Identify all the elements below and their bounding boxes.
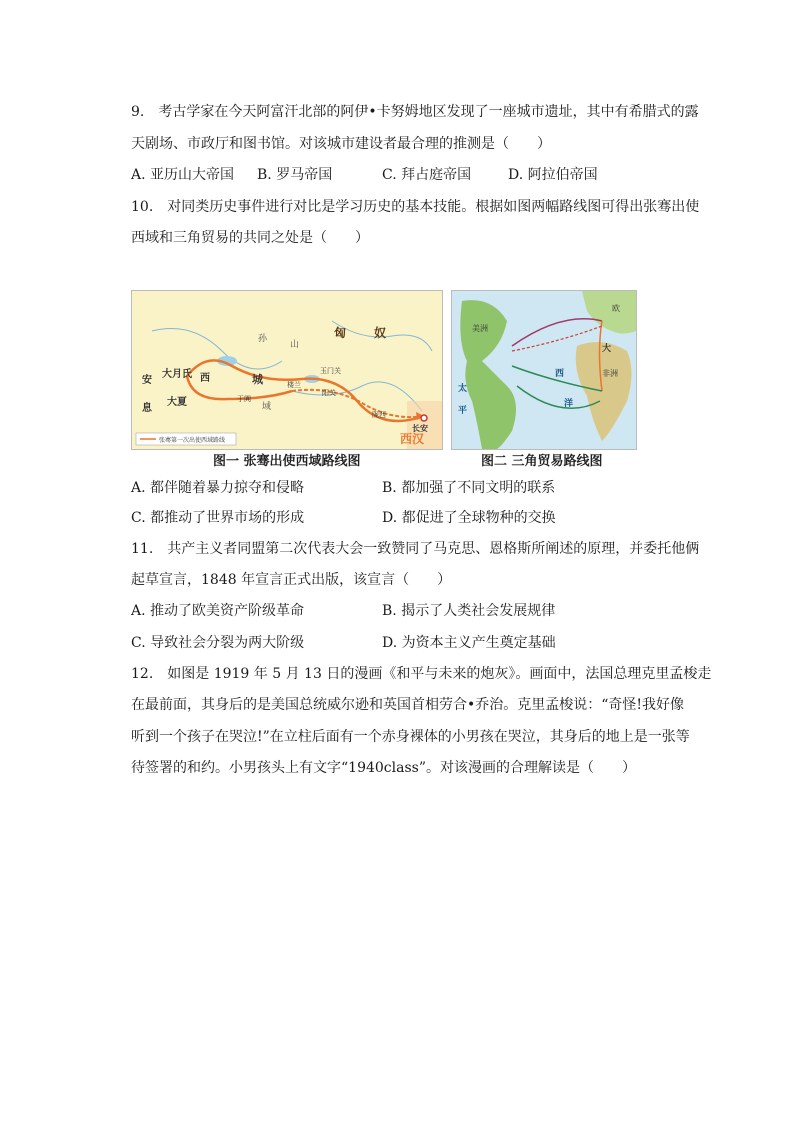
map2-label-europe: 欧 <box>612 304 620 313</box>
zhangqian-route-map <box>131 290 443 450</box>
map2-label-pacific2: 平 <box>458 406 468 416</box>
triangle-trade-map <box>451 290 637 450</box>
map2-label-ocean2: 西 <box>555 369 565 379</box>
q11-option-d: D. 为资本主义产生奠定基础 <box>382 635 556 651</box>
map2-label-africa: 非洲 <box>602 369 618 378</box>
q9-option-a: A. 亚历山大帝国 <box>131 167 235 183</box>
label-yu: 域 <box>262 402 272 412</box>
label-yangguan: 阳关 <box>322 389 336 397</box>
q10-figures <box>131 290 637 470</box>
q12-stem-line4: 待签署的和约。小男孩头上有文字“1940class”。对该漫画的合理解读是（ ） <box>131 760 636 776</box>
q12-stem-line2: 在最前面，其身后的是美国总统威尔逊和英国首相劳合•乔治。克里孟梭说：“奇怪!我好像 <box>131 697 685 713</box>
q11-stem-line1: 11. 共产主义者同盟第二次代表大会一致赞同了马克思、恩格斯所阐述的原理，并委托他俩 <box>131 541 700 557</box>
label-western: 西 <box>200 373 210 384</box>
label-shan: 山 <box>290 340 300 350</box>
map2-label-ocean3: 洋 <box>564 399 574 409</box>
q9-stem-line1: 9. 考古学家在今天阿富汗北部的阿伊•卡努姆地区发现了一座城市遗址，其中有希腊式的露 <box>131 104 699 120</box>
label-xi: 息 <box>142 403 152 414</box>
figure2-caption: 图二 三角贸易路线图 <box>481 454 603 469</box>
q12-stem-line1: 12. 如图是 1919 年 5 月 13 日的漫画《和平与未来的炮灰》。画面中，法国总理克里孟梭走 <box>131 666 712 682</box>
label-loulan: 楼兰 <box>287 381 301 389</box>
q11-option-a: A. 推动了欧美资产阶级革命 <box>131 603 305 619</box>
label-dayuezhi: 大月氏 <box>162 369 192 380</box>
q11-stem-line2: 起草宣言，1848 年宣言正式出版，该宣言（ ） <box>131 572 452 588</box>
label-daxia: 大夏 <box>167 397 187 408</box>
q9-option-d: D. 阿拉伯帝国 <box>508 167 598 183</box>
label-changan: 长安 <box>412 424 428 433</box>
q11-option-b: B. 揭示了人类社会发展规律 <box>382 603 556 619</box>
map2-label-america: 美洲 <box>472 324 488 333</box>
figure1-caption: 图一 张骞出使西域路线图 <box>213 454 361 469</box>
q10-option-b: B. 都加强了不同文明的联系 <box>382 480 556 496</box>
map2-label-pacific1: 太 <box>458 384 468 394</box>
label-longxi: 陇西 <box>372 411 386 419</box>
map2-label-ocean1: 大 <box>602 344 612 354</box>
q9-stem-line2: 天剧场、市政厅和图书馆。对该城市建设者最合理的推测是（ ） <box>131 136 551 152</box>
q10-stem-line2: 西域和三角贸易的共同之处是（ ） <box>131 230 369 246</box>
label-an: 安 <box>142 375 152 386</box>
q10-stem-line1: 10. 对同类历史事件进行对比是学习历史的基本技能。根据如图两幅路线图可得出张骞出使 <box>131 199 700 215</box>
q10-option-c: C. 都推动了世界市场的形成 <box>131 510 305 526</box>
label-cheng: 城 <box>252 373 263 386</box>
label-yutian: 于阗 <box>237 395 251 403</box>
q9-option-b: B. 罗马帝国 <box>257 167 333 183</box>
q10-option-a: A. 都伴随着暴力掠夺和侵略 <box>131 480 305 496</box>
q9-option-c: C. 拜占庭帝国 <box>382 167 472 183</box>
q11-option-c: C. 导致社会分裂为两大阶级 <box>131 635 305 651</box>
q12-stem-line3: 听到一个孩子在哭泣!”在立柱后面有一个赤身裸体的小男孩在哭泣，其身后的地上是一张等 <box>131 729 690 745</box>
label-yumenguan: 玉门关 <box>320 367 341 375</box>
label-xiongnu2: 奴 <box>374 326 387 340</box>
label-xihan: 西汉 <box>400 432 425 446</box>
map1-legend: 张骞第一次出使西域路线 <box>159 437 226 444</box>
label-xiongnu1: 匈 <box>334 326 347 340</box>
q10-option-d: D. 都促进了全球物种的交换 <box>382 510 556 526</box>
label-sun: 孙 <box>258 334 268 344</box>
